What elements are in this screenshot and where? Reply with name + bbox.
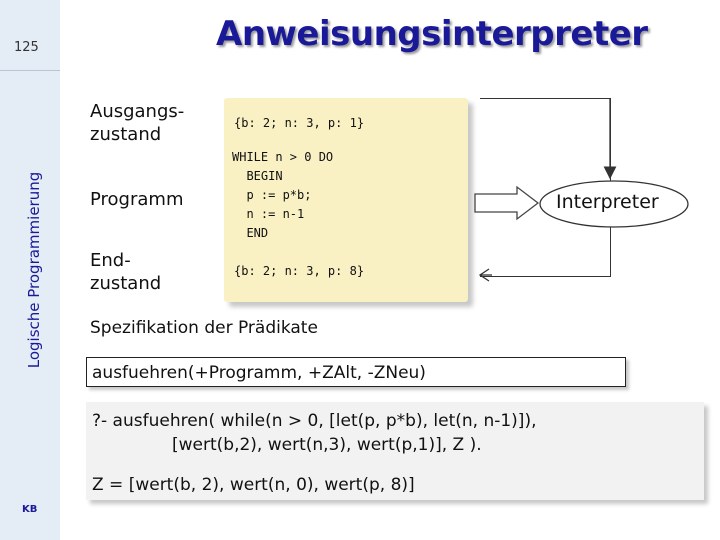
sidebar-title: Logische Programmierung [25, 171, 43, 369]
final-state-label-line1: End- [90, 250, 131, 271]
program-label: Programm [90, 189, 184, 210]
query-result: Z = [wert(b, 2), wert(n, 0), wert(p, 8)] [92, 475, 415, 495]
query-line-1: ?- ausfuehren( while(n > 0, [let(p, p*b), let(n, n-1)]), [92, 411, 537, 431]
final-state-label-line2: zustand [90, 273, 162, 294]
program-to-interpreter-arrow [475, 187, 538, 219]
initial-state-code: {b: 2; n: 3, p: 1} [234, 116, 365, 130]
author-initials: KB [22, 504, 38, 515]
page-title: Anweisungsinterpreter [216, 14, 648, 54]
program-code-line: WHILE n > 0 DO [232, 150, 334, 164]
program-code-line: BEGIN [232, 169, 283, 183]
signature-text: ausfuehren(+Programm, +ZAlt, -ZNeu) [92, 363, 426, 383]
initial-state-label-line1: Ausgangs- [90, 101, 185, 122]
program-code-line: END [232, 226, 269, 240]
specification-heading: Spezifikation der Prädikate [90, 318, 318, 338]
program-code-line: n := n-1 [232, 207, 305, 221]
final-state-code: {b: 2; n: 3, p: 8} [234, 264, 365, 278]
initial-state-label-line2: zustand [90, 124, 162, 145]
program-code-line: p := p*b; [232, 188, 312, 202]
slide-number: 125 [14, 40, 39, 55]
query-line-2: [wert(b,2), wert(n,3), wert(p,1)], Z ). [172, 435, 482, 455]
interpreter-label: Interpreter [556, 191, 659, 213]
